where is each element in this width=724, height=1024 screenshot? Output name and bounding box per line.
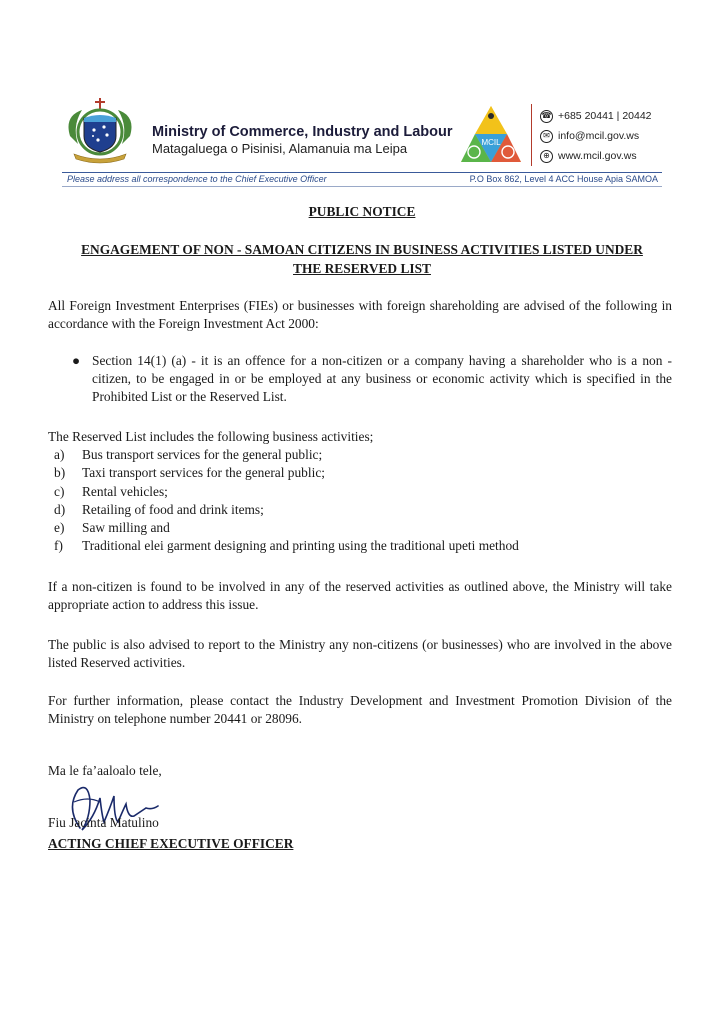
mcil-logo-text: MCIL bbox=[481, 138, 501, 147]
subject-line-1: ENGAGEMENT OF NON - SAMOAN CITIZENS IN BUSINESS ACTIVITIES LISTED UNDER bbox=[81, 242, 643, 257]
list-item: e) Saw milling and bbox=[54, 520, 170, 536]
intro-paragraph: All Foreign Investment Enterprises (FIEs) or businesses with foreign shareholding are advised of the following in accordance with the Foreign Investment Act 2000: bbox=[48, 298, 672, 331]
phone-row bbox=[540, 106, 652, 126]
mcil-logo-icon bbox=[455, 102, 527, 168]
reserved-list-intro: The Reserved List includes the following business activities; bbox=[48, 429, 374, 444]
report-paragraph: The public is also advised to report to the Ministry any non-citizens (or businesses) who are involved in the above listed Reserved activities. bbox=[48, 637, 672, 670]
bullet-dot-icon: ● bbox=[72, 353, 81, 368]
bullet-text: Section 14(1) (a) - it is an offence for a non-citizen or a company having a shareholder who is a non - citizen, to be engaged in or be employed at any business or economic activity which is specified in the Prohibited List or the Reserved List. bbox=[92, 353, 672, 404]
email-icon: ✉ bbox=[540, 130, 553, 143]
notice-subject bbox=[48, 240, 676, 278]
list-item: d) Retailing of food and drink items; bbox=[54, 501, 264, 517]
list-item: b) Taxi transport services for the general public; bbox=[54, 465, 325, 481]
globe-icon: ⊕ bbox=[540, 150, 553, 163]
list-item: a) Bus transport services for the general public; bbox=[54, 447, 323, 462]
list-item: f) Traditional elei garment designing and printing using the traditional upeti method bbox=[54, 538, 519, 554]
notice-title: PUBLIC NOTICE bbox=[308, 204, 416, 219]
letterhead bbox=[0, 0, 724, 190]
ministry-name: Ministry of Commerce, Industry and Labour bbox=[152, 124, 453, 140]
signer-name: Fiu Jacinta Matulino bbox=[48, 815, 159, 830]
phone-icon: ☎ bbox=[540, 110, 553, 123]
list-item: c) Rental vehicles; bbox=[54, 483, 168, 499]
email-address: info@mcil.gov.ws bbox=[558, 130, 640, 142]
action-paragraph: If a non-citizen is found to be involved in any of the reserved activities as outlined above, the Ministry will take appropriate action to address this issue. bbox=[48, 579, 672, 612]
ministry-name-block bbox=[152, 124, 453, 156]
letterhead-rule-top bbox=[62, 172, 662, 173]
contact-block bbox=[540, 106, 652, 166]
ministry-name-samoan: Matagaluega o Pisinisi, Alamanuia ma Leipa bbox=[152, 141, 408, 156]
letterhead-rule-bottom bbox=[62, 186, 662, 187]
subject-line-2: THE RESERVED LIST bbox=[293, 261, 431, 276]
closing-line: Ma le fa’aaloalo tele, bbox=[48, 763, 162, 778]
email-row bbox=[540, 126, 652, 146]
website-url: www.mcil.gov.ws bbox=[558, 150, 637, 162]
phone-number: +685 20441 | 20442 bbox=[558, 110, 652, 122]
bullet-item bbox=[72, 352, 672, 406]
signer-title: ACTING CHIEF EXECUTIVE OFFICER bbox=[48, 836, 294, 851]
letterhead-divider bbox=[531, 104, 532, 166]
website-row bbox=[540, 146, 652, 166]
samoa-coat-of-arms-icon bbox=[60, 96, 140, 166]
postal-address: P.O Box 862, Level 4 ACC House Apia SAMOA bbox=[469, 174, 658, 184]
reserved-list bbox=[54, 446, 519, 556]
contact-paragraph: For further information, please contact the Industry Development and Investment Promotion Division of the Ministry on telephone number 20441 or 28096. bbox=[48, 693, 672, 726]
correspondence-note: Please address all correspondence to the Chief Executive Officer bbox=[67, 174, 327, 184]
